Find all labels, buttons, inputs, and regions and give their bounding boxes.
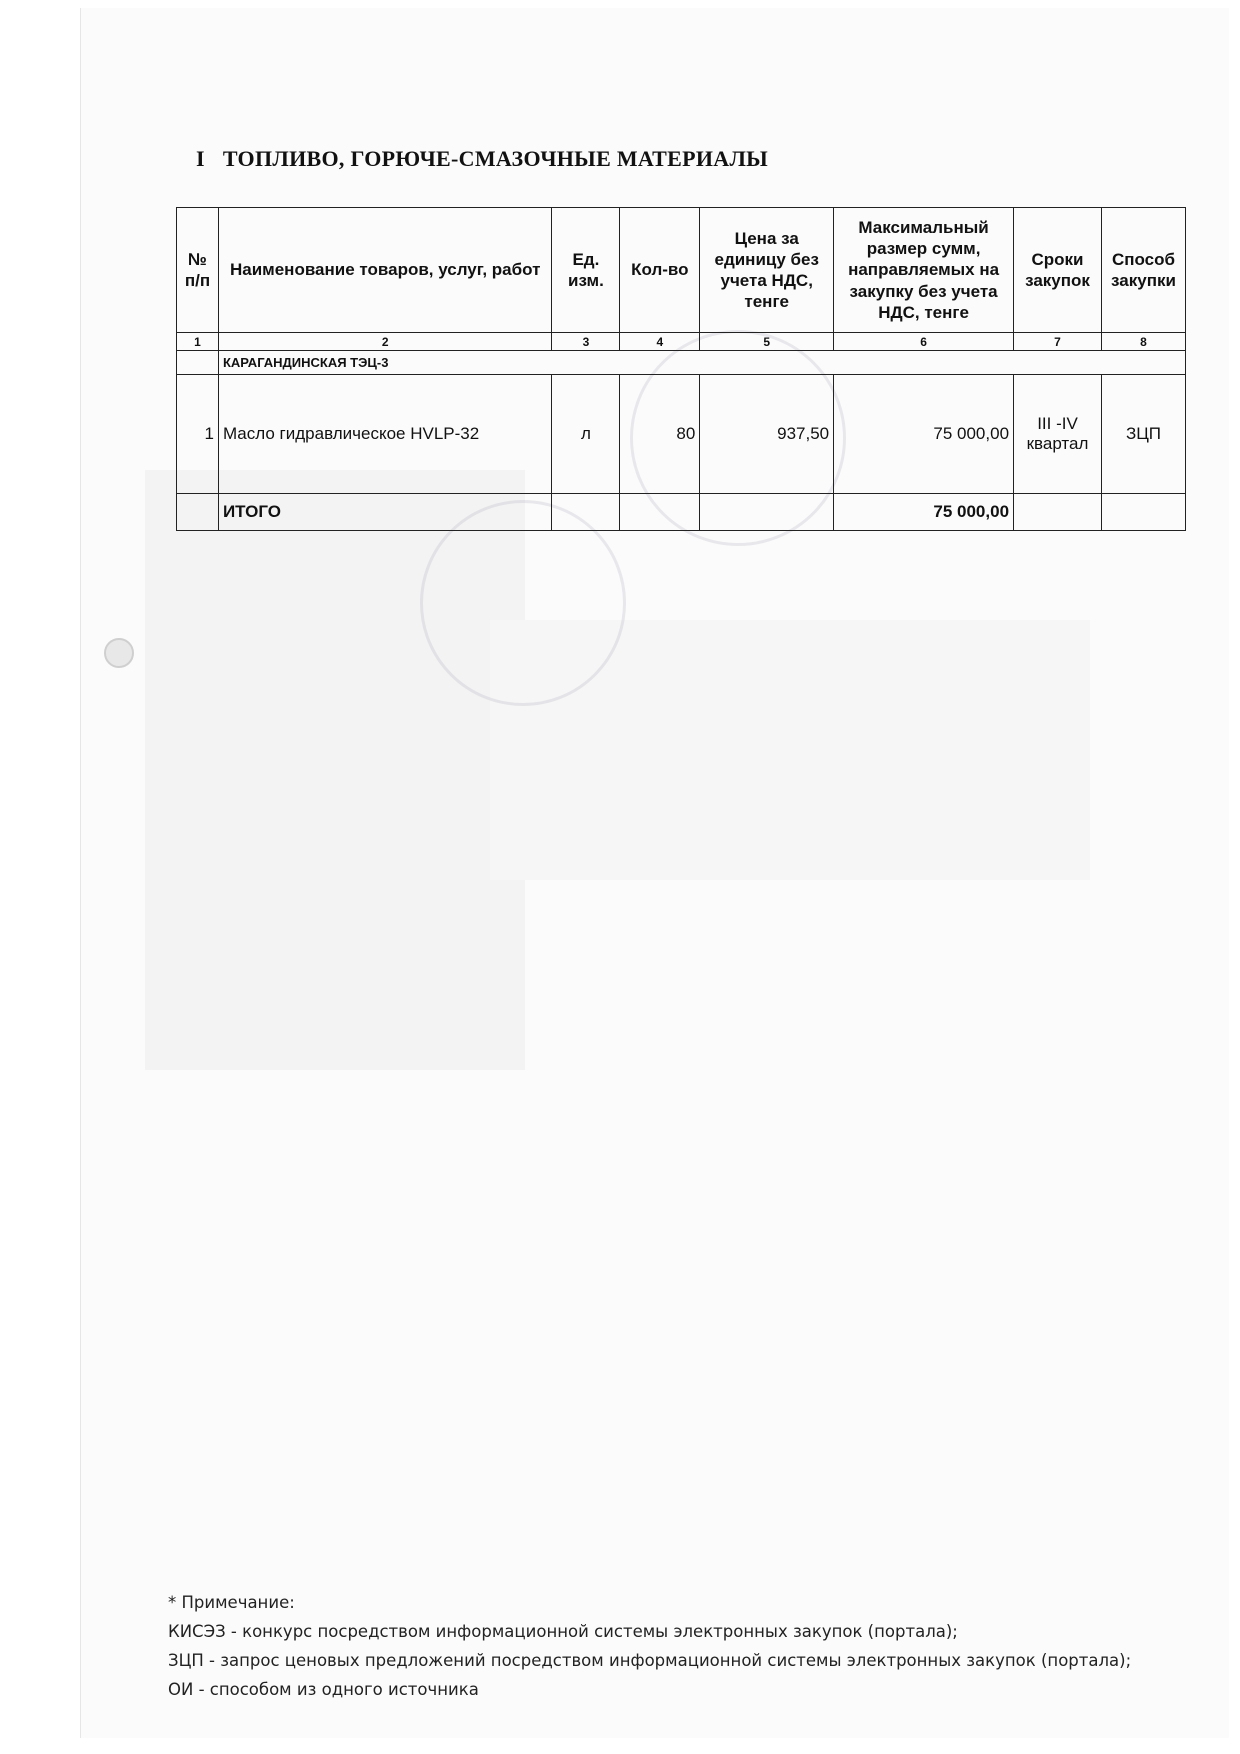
column-number: 5 xyxy=(700,333,834,351)
header-period: Сроки закупок xyxy=(1014,208,1102,333)
notes-block xyxy=(168,1588,1131,1704)
total-empty-cell xyxy=(177,494,219,531)
total-row xyxy=(177,494,1186,531)
header-max-sum: Максимальный размер сумм, направляемых на закупку без учета НДС, тенге xyxy=(834,208,1014,333)
group-empty-cell xyxy=(177,351,219,375)
row-unit: л xyxy=(552,375,620,494)
row-name: Масло гидравлическое HVLP-32 xyxy=(218,375,551,494)
column-number: 1 xyxy=(177,333,219,351)
column-number: 6 xyxy=(834,333,1014,351)
punch-hole xyxy=(104,638,134,668)
total-sum: 75 000,00 xyxy=(834,494,1014,531)
column-number: 8 xyxy=(1101,333,1185,351)
notes-heading: * Примечание: xyxy=(168,1593,295,1612)
row-period: III -IV квартал xyxy=(1014,375,1102,494)
header-name: Наименование товаров, услуг, работ xyxy=(218,208,551,333)
total-label: ИТОГО xyxy=(218,494,551,531)
total-empty-cell xyxy=(700,494,834,531)
note-line: ЗЦП - запрос ценовых предложений посредством информационной системы электронных закупок (портала); xyxy=(168,1651,1132,1670)
note-line: КИСЭЗ - конкурс посредством информационной системы электронных закупок (портала); xyxy=(168,1622,958,1641)
procurement-table xyxy=(176,207,1186,531)
header-num: № п/п xyxy=(177,208,219,333)
header-price: Цена за единицу без учета НДС, тенге xyxy=(700,208,834,333)
header-unit: Ед. изм. xyxy=(552,208,620,333)
row-max-sum: 75 000,00 xyxy=(834,375,1014,494)
total-empty-cell xyxy=(552,494,620,531)
row-qty: 80 xyxy=(620,375,700,494)
note-line: ОИ - способом из одного источника xyxy=(168,1680,479,1699)
section-number: I xyxy=(196,146,205,171)
header-qty: Кол-во xyxy=(620,208,700,333)
section-title-text: ТОПЛИВО, ГОРЮЧЕ-СМАЗОЧНЫЕ МАТЕРИАЛЫ xyxy=(222,146,769,171)
column-number: 7 xyxy=(1014,333,1102,351)
total-empty-cell xyxy=(620,494,700,531)
total-empty-cell xyxy=(1101,494,1185,531)
total-empty-cell xyxy=(1014,494,1102,531)
row-price: 937,50 xyxy=(700,375,834,494)
group-label: КАРАГАНДИНСКАЯ ТЭЦ-3 xyxy=(218,351,1185,375)
group-row xyxy=(177,351,1186,375)
table-row xyxy=(177,375,1186,494)
row-num: 1 xyxy=(177,375,219,494)
column-number: 2 xyxy=(218,333,551,351)
column-number: 3 xyxy=(552,333,620,351)
column-number: 4 xyxy=(620,333,700,351)
section-title xyxy=(196,146,768,172)
row-method: ЗЦП xyxy=(1101,375,1185,494)
column-numbers-row xyxy=(177,333,1186,351)
table-header-row xyxy=(177,208,1186,333)
header-method: Способ закупки xyxy=(1101,208,1185,333)
